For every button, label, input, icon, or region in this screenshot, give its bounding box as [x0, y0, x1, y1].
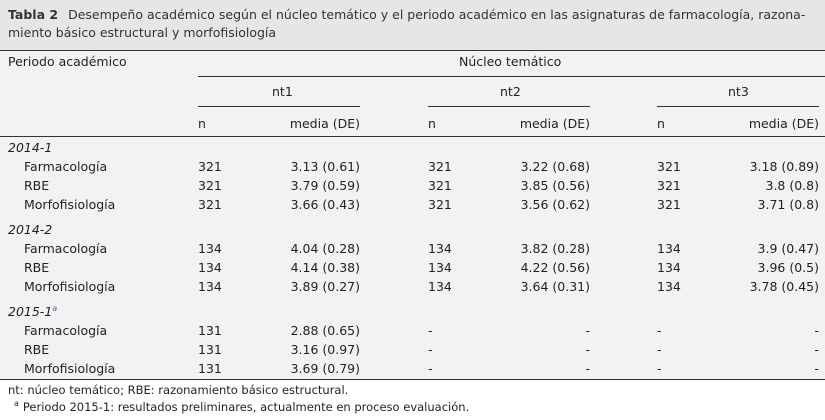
- period-heading: [8, 140, 52, 156]
- table-cell-nt2-m: 3.22 (0.68): [520, 159, 590, 174]
- table-cell-nt2-m: 3.64 (0.31): [520, 279, 590, 294]
- table-cell-nt1-m: 4.14 (0.38): [290, 260, 360, 275]
- table-cell-nt1-m: 3.79 (0.59): [290, 178, 360, 193]
- table-cell-nt1-n: 321: [198, 178, 222, 193]
- core-group-header: Núcleo temático: [459, 54, 562, 69]
- row-label: Farmacología: [24, 241, 108, 256]
- nt1-rule: [198, 106, 360, 107]
- nt3-media-header: media (DE): [748, 116, 819, 131]
- period-footnote-marker: a: [52, 304, 58, 313]
- table-cell-nt3-n: 321: [657, 159, 681, 174]
- table-cell-nt2-n: -: [428, 361, 433, 376]
- period-heading: [8, 304, 57, 320]
- period-name: 2015-1: [8, 304, 53, 319]
- table-cell-nt3-n: -: [657, 342, 662, 357]
- table-cell-nt2-m: 4.22 (0.56): [520, 260, 590, 275]
- table-cell-nt3-m: 3.96 (0.5): [757, 260, 819, 275]
- table-cell-nt2-n: 321: [428, 197, 452, 212]
- footnote-a-text: Periodo 2015-1: resultados preliminares, actualmente en proceso evaluación.: [22, 400, 470, 414]
- period-column-header: Periodo académico: [8, 54, 127, 69]
- core-group-rule: [198, 76, 825, 77]
- caption-text-block: [8, 6, 820, 42]
- table-cell-nt1-m: 3.16 (0.97): [290, 342, 360, 357]
- table-cell-nt3-m: -: [814, 323, 819, 338]
- table-cell-nt2-n: 134: [428, 241, 452, 256]
- row-label: Morfofisiología: [24, 279, 116, 294]
- table-cell-nt3-n: 134: [657, 279, 681, 294]
- table-cell-nt1-n: 134: [198, 241, 222, 256]
- row-label: Farmacología: [24, 159, 108, 174]
- table-cell-nt2-n: 321: [428, 159, 452, 174]
- table-cell-nt1-n: 131: [198, 342, 222, 357]
- nt2-n-header: n: [428, 116, 436, 131]
- row-label: Morfofisiología: [24, 361, 116, 376]
- table-cell-nt1-n: 134: [198, 279, 222, 294]
- nt1-n-header: n: [198, 116, 206, 131]
- table-cell-nt1-n: 321: [198, 159, 222, 174]
- table-cell-nt2-m: -: [585, 342, 590, 357]
- table-bottom-rule: [0, 379, 825, 380]
- footnote-abbreviations: nt: núcleo temático; RBE: razonamiento básico estructural.: [8, 383, 349, 397]
- table-cell-nt3-m: 3.8 (0.8): [765, 178, 819, 193]
- table-cell-nt1-m: 4.04 (0.28): [290, 241, 360, 256]
- table-cell-nt2-n: 321: [428, 178, 452, 193]
- table-cell-nt2-n: -: [428, 323, 433, 338]
- table-cell-nt1-n: 134: [198, 260, 222, 275]
- row-label: Morfofisiología: [24, 197, 116, 212]
- table-label: Tabla 2: [8, 7, 59, 22]
- table-cell-nt2-m: -: [585, 361, 590, 376]
- table-cell-nt3-m: 3.9 (0.47): [757, 241, 819, 256]
- table-cell-nt3-n: 321: [657, 178, 681, 193]
- nt1-media-header: media (DE): [289, 116, 360, 131]
- nt2-rule: [428, 106, 590, 107]
- table-cell-nt3-n: -: [657, 323, 662, 338]
- table-cell-nt1-m: 3.89 (0.27): [290, 279, 360, 294]
- period-heading: [8, 222, 52, 238]
- table-cell-nt2-m: 3.85 (0.56): [520, 178, 590, 193]
- table-cell-nt1-m: 3.66 (0.43): [290, 197, 360, 212]
- table-footnotes: [8, 382, 469, 416]
- table-cell-nt3-m: 3.18 (0.89): [749, 159, 819, 174]
- table-cell-nt3-m: -: [814, 342, 819, 357]
- nt3-n-header: n: [657, 116, 665, 131]
- footnote-a-marker: a: [14, 399, 19, 408]
- table-cell-nt3-m: 3.78 (0.45): [749, 279, 819, 294]
- group-header-nt2: nt2: [500, 84, 521, 99]
- group-header-nt3: nt3: [728, 84, 749, 99]
- table-cell-nt1-n: 131: [198, 323, 222, 338]
- table-cell-nt1-m: 3.69 (0.79): [290, 361, 360, 376]
- period-name: 2014-2: [8, 222, 53, 237]
- table-cell-nt2-m: 3.56 (0.62): [520, 197, 590, 212]
- group-header-nt1: nt1: [272, 84, 293, 99]
- footnote-a: [8, 399, 469, 416]
- table-cell-nt3-n: 321: [657, 197, 681, 212]
- table-cell-nt1-m: 2.88 (0.65): [290, 323, 360, 338]
- table-cell-nt3-m: -: [814, 361, 819, 376]
- header-bottom-rule: [0, 136, 825, 137]
- table-title: Desempeño académico según el núcleo temático y el periodo académico en las asignaturas de farmacología, razona-miento básico estructural y morfofisiología: [8, 7, 806, 40]
- row-label: Farmacología: [24, 323, 108, 338]
- row-label: RBE: [24, 260, 50, 275]
- table-cell-nt2-m: 3.82 (0.28): [520, 241, 590, 256]
- table-cell-nt3-n: -: [657, 361, 662, 376]
- table-caption: [0, 0, 825, 50]
- row-label: RBE: [24, 178, 50, 193]
- table-cell-nt3-n: 134: [657, 260, 681, 275]
- data-table: [0, 50, 825, 380]
- table-cell-nt2-n: 134: [428, 279, 452, 294]
- table-top-rule: [0, 50, 825, 51]
- period-name: 2014-1: [8, 140, 53, 155]
- table-cell-nt3-n: 134: [657, 241, 681, 256]
- table-cell-nt2-m: -: [585, 323, 590, 338]
- table-cell-nt1-n: 321: [198, 197, 222, 212]
- table-cell-nt3-m: 3.71 (0.8): [757, 197, 819, 212]
- table-cell-nt1-n: 131: [198, 361, 222, 376]
- row-label: RBE: [24, 342, 50, 357]
- table-cell-nt2-n: 134: [428, 260, 452, 275]
- table-cell-nt1-m: 3.13 (0.61): [290, 159, 360, 174]
- table-cell-nt2-n: -: [428, 342, 433, 357]
- nt3-rule: [657, 106, 819, 107]
- nt2-media-header: media (DE): [519, 116, 590, 131]
